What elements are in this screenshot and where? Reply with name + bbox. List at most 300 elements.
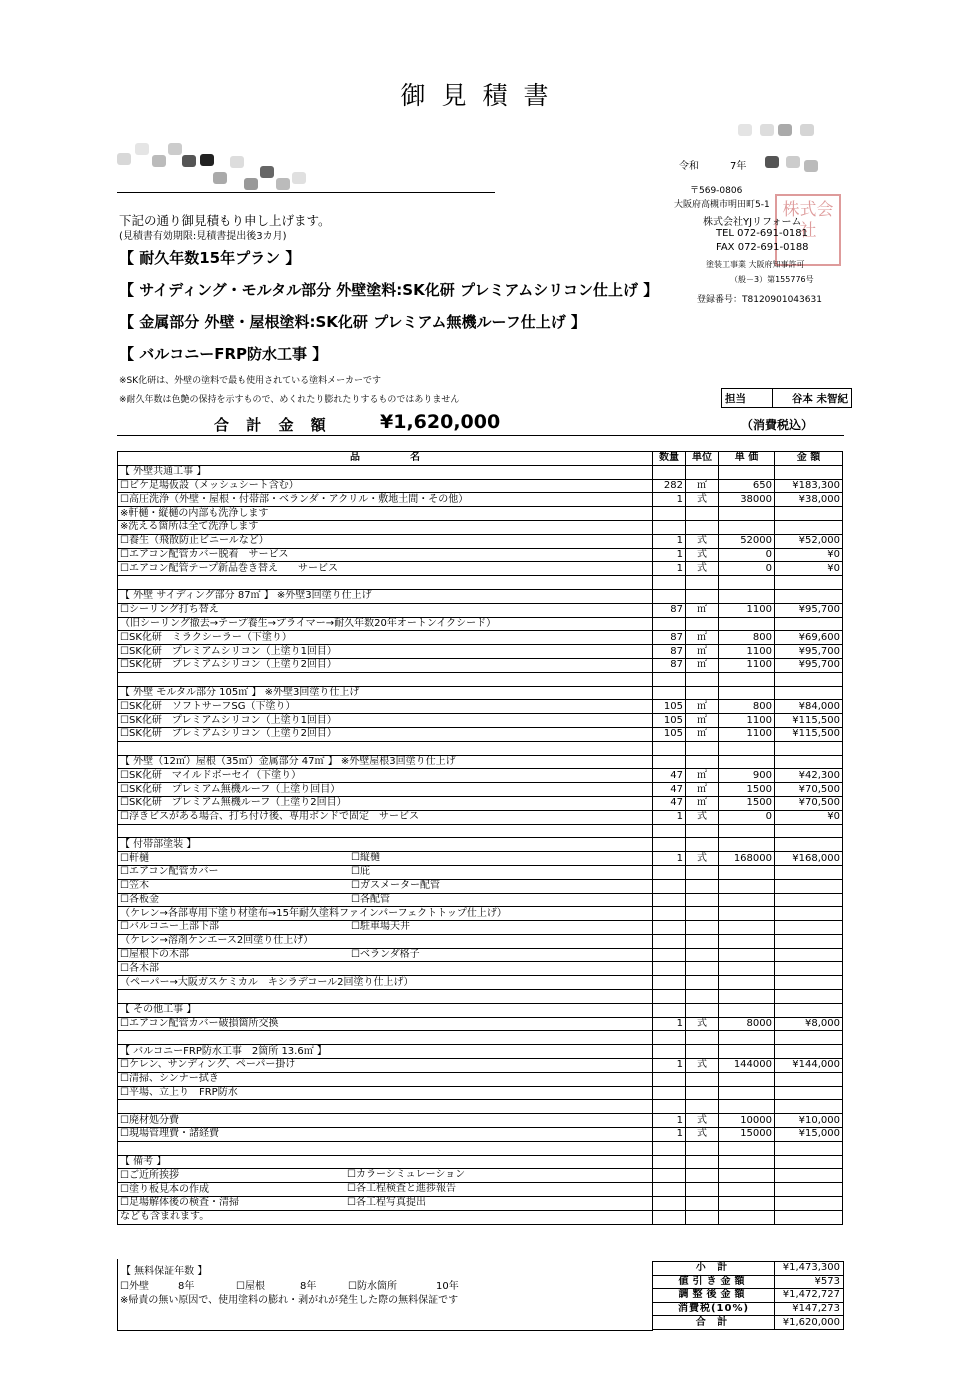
item-qty: 1 <box>653 810 686 824</box>
item-qty: 87 <box>653 645 686 659</box>
subtotal-label: 小 計 <box>653 1262 775 1276</box>
item-name <box>118 714 653 728</box>
item-name-text: （ペーパー→大阪ガスケミカル キシラデコール2回塗り仕上げ） <box>120 976 414 988</box>
item-qty <box>653 1141 686 1155</box>
item-name-text: ☐塗り板見本の作成 <box>120 1183 209 1195</box>
item-unit: ㎡ <box>686 658 719 672</box>
item-amount <box>775 755 843 769</box>
item-price: 1100 <box>719 727 775 741</box>
item-qty <box>653 741 686 755</box>
item-name <box>118 562 653 576</box>
item-name <box>118 1114 653 1128</box>
item-amount <box>775 617 843 631</box>
item-name <box>118 700 653 714</box>
item-name <box>118 990 653 1004</box>
item-amount: ¥144,000 <box>775 1059 843 1073</box>
item-qty: 87 <box>653 658 686 672</box>
item-unit <box>686 838 719 852</box>
header-name: 品 名 <box>118 452 653 466</box>
item-price <box>719 907 775 921</box>
item-price: 144000 <box>719 1059 775 1073</box>
table-row <box>118 493 843 507</box>
item-name-text: ☐SK化研 プレミアムシリコン（上塗り1回目） <box>120 645 337 657</box>
item-price <box>719 520 775 534</box>
item-price <box>719 1155 775 1169</box>
item-name-second: ☐各工程写真提出 <box>347 1197 426 1209</box>
total-label: 合 計 金 額 <box>214 416 332 434</box>
item-unit <box>686 1045 719 1059</box>
item-name <box>118 631 653 645</box>
item-amount: ¥0 <box>775 548 843 562</box>
item-price: 900 <box>719 769 775 783</box>
summary-row <box>653 1302 844 1316</box>
item-unit <box>686 824 719 838</box>
item-qty <box>653 672 686 686</box>
table-row <box>118 934 843 948</box>
item-unit <box>686 879 719 893</box>
item-name-second: ☐庇 <box>351 865 370 877</box>
item-name <box>118 1031 653 1045</box>
company-address: 大阪府高槻市明田町5-1 <box>674 200 770 210</box>
warranty-roof-label: ☐屋根 <box>236 1281 265 1292</box>
table-row <box>118 1059 843 1073</box>
warranty-roof-years: 8年 <box>300 1281 317 1292</box>
item-name-second: ☐各工程検査と進捗報告 <box>347 1183 456 1195</box>
item-name <box>118 479 653 493</box>
item-price: 1500 <box>719 796 775 810</box>
item-amount <box>775 934 843 948</box>
tax-value: ¥147,273 <box>775 1302 844 1316</box>
total-amount: ¥1,620,000 <box>380 411 501 433</box>
registration-number: 登録番号：T8120901043631 <box>697 295 822 305</box>
item-name-text: ☐SK化研 プレミアム無機ルーフ（上塗り回目） <box>120 783 341 795</box>
item-amount <box>775 879 843 893</box>
item-name <box>118 1169 653 1183</box>
table-row <box>118 603 843 617</box>
item-qty <box>653 1210 686 1224</box>
table-row <box>118 700 843 714</box>
item-name-second: ☐縦樋 <box>351 852 380 864</box>
item-unit: 式 <box>686 1114 719 1128</box>
item-name <box>118 727 653 741</box>
item-name-text: 【 その他工事 】 <box>120 1004 197 1016</box>
item-name-text: 【 外壁 サイディング部分 87㎡ 】 ※外壁3回塗り仕上げ <box>120 590 372 602</box>
item-price <box>719 838 775 852</box>
item-name-text: ☐足場解体後の検査・清掃 <box>120 1197 239 1209</box>
company-tel: TEL 072-691-0181 <box>716 228 809 239</box>
item-qty <box>653 921 686 935</box>
estimate-table <box>117 451 843 1225</box>
item-amount <box>775 1141 843 1155</box>
item-amount: ¥69,600 <box>775 631 843 645</box>
item-name <box>118 465 653 479</box>
item-qty <box>653 1155 686 1169</box>
item-price <box>719 893 775 907</box>
item-amount <box>775 1169 843 1183</box>
item-name-text: ☐SK化研 プレミアムシリコン（上塗り2回目） <box>120 659 337 671</box>
item-unit: 式 <box>686 493 719 507</box>
item-name-text: ☐現場管理費・諸経費 <box>120 1128 219 1140</box>
item-amount <box>775 893 843 907</box>
item-name-second: ☐駐車場天井 <box>351 921 410 933</box>
item-price <box>719 921 775 935</box>
item-name-text: ☐高圧洗浄（外壁・屋根・付帯部・ベランダ・アクリル・敷地土間・その他） <box>120 493 469 505</box>
summary-row <box>653 1275 844 1289</box>
warranty-heading: 【 無料保証年数 】 <box>121 1266 208 1277</box>
item-qty <box>653 879 686 893</box>
warranty-note: ※帰責の無い原因で、使用塗料の膨れ・剥がれが発生した際の無料保証です <box>120 1295 459 1306</box>
item-unit: ㎡ <box>686 645 719 659</box>
header-price: 単 価 <box>719 452 775 466</box>
table-row <box>118 769 843 783</box>
item-amount: ¥168,000 <box>775 852 843 866</box>
item-name-text: 【 バルコニーFRP防水工事 2箇所 13.6㎡ 】 <box>120 1045 327 1057</box>
item-name-text: ☐シーリング打ち替え <box>120 604 219 616</box>
warranty-box <box>117 1259 653 1331</box>
item-name-text: ☐ケレン、サンディング、ペーパー掛け <box>120 1059 296 1071</box>
item-name-text: ☐養生（飛散防止ビニールなど） <box>120 535 269 547</box>
table-row <box>118 838 843 852</box>
table-row <box>118 976 843 990</box>
item-name-text: （旧シーリング撤去→テープ養生→プライマー→耐久年数20年オートンイクシード） <box>120 617 497 629</box>
table-row <box>118 727 843 741</box>
item-unit <box>686 921 719 935</box>
metal-heading: 【 金属部分 外壁・屋根塗料:SK化研 プレミアム無機ルーフ仕上げ 】 <box>119 313 586 331</box>
item-amount <box>775 907 843 921</box>
item-qty <box>653 465 686 479</box>
item-price <box>719 1100 775 1114</box>
item-name <box>118 948 653 962</box>
item-price <box>719 589 775 603</box>
table-row <box>118 948 843 962</box>
item-price: 0 <box>719 548 775 562</box>
table-row <box>118 658 843 672</box>
item-name-text: ☐エアコン配管カバー <box>120 866 219 878</box>
item-unit <box>686 1183 719 1197</box>
table-row <box>118 755 843 769</box>
sk-note: ※SK化研は、外壁の塗料で最も使用されている塗料メーカーです <box>119 376 381 386</box>
item-unit <box>686 1086 719 1100</box>
item-price: 38000 <box>719 493 775 507</box>
item-name-text: ☐軒樋 <box>120 852 149 864</box>
item-unit: 式 <box>686 1128 719 1142</box>
item-unit <box>686 907 719 921</box>
item-name <box>118 617 653 631</box>
item-unit: 式 <box>686 534 719 548</box>
company-name: 株式会社YJリフォーム <box>703 217 802 228</box>
table-row <box>118 1183 843 1197</box>
table-row <box>118 1045 843 1059</box>
item-qty <box>653 893 686 907</box>
item-price <box>719 934 775 948</box>
item-qty <box>653 976 686 990</box>
item-qty <box>653 907 686 921</box>
item-name <box>118 576 653 590</box>
discount-label: 値引き金額 <box>653 1275 775 1289</box>
item-amount <box>775 465 843 479</box>
item-unit: 式 <box>686 1017 719 1031</box>
table-row <box>118 921 843 935</box>
item-name <box>118 879 653 893</box>
item-qty: 1 <box>653 1059 686 1073</box>
page-title: 御見積書 <box>400 81 565 110</box>
item-unit <box>686 576 719 590</box>
siding-heading: 【 サイディング・モルタル部分 外壁塗料:SK化研 プレミアムシリコン仕上げ 】 <box>119 281 659 299</box>
item-price: 1100 <box>719 714 775 728</box>
item-name <box>118 534 653 548</box>
item-price <box>719 686 775 700</box>
table-row <box>118 672 843 686</box>
table-row <box>118 714 843 728</box>
item-name <box>118 1072 653 1086</box>
item-qty <box>653 865 686 879</box>
item-amount <box>775 1155 843 1169</box>
table-row <box>118 1128 843 1142</box>
item-price <box>719 990 775 1004</box>
item-name <box>118 520 653 534</box>
item-price <box>719 755 775 769</box>
item-amount: ¥70,500 <box>775 783 843 797</box>
table-row <box>118 479 843 493</box>
item-price <box>719 865 775 879</box>
item-name-text: ☐SK化研 ソフトサーフSG（下塗り） <box>120 700 296 712</box>
staff-name: 谷本 未智紀 <box>773 389 852 408</box>
table-row <box>118 796 843 810</box>
item-name-text: ☐SK化研 マイルドボーセイ（下塗り） <box>120 769 302 781</box>
item-qty <box>653 1086 686 1100</box>
item-price <box>719 948 775 962</box>
item-unit: ㎡ <box>686 796 719 810</box>
item-unit <box>686 934 719 948</box>
item-amount: ¥115,500 <box>775 714 843 728</box>
item-unit <box>686 1100 719 1114</box>
item-name-text: なども含まれます。 <box>120 1211 210 1223</box>
header-amount: 金 額 <box>775 452 843 466</box>
item-name <box>118 921 653 935</box>
item-qty: 105 <box>653 714 686 728</box>
table-row <box>118 1003 843 1017</box>
item-name-second: ☐カラーシミュレーション <box>347 1169 466 1181</box>
item-price <box>719 1197 775 1211</box>
table-row <box>118 465 843 479</box>
item-unit: ㎡ <box>686 783 719 797</box>
item-unit: 式 <box>686 810 719 824</box>
item-name-text: ☐SK化研 プレミアムシリコン（上塗り2回目） <box>120 728 337 740</box>
item-qty: 105 <box>653 700 686 714</box>
tax-note: （消費税込） <box>741 418 814 432</box>
table-row <box>118 1114 843 1128</box>
item-name-text: ☐平場、立上り FRP防水 <box>120 1087 238 1099</box>
item-qty: 1 <box>653 852 686 866</box>
item-amount: ¥183,300 <box>775 479 843 493</box>
table-row <box>118 645 843 659</box>
item-qty <box>653 520 686 534</box>
item-qty: 47 <box>653 769 686 783</box>
item-price <box>719 1045 775 1059</box>
item-name-text: ☐エアコン配管カバー脱着 サービス <box>120 548 289 560</box>
item-unit <box>686 1210 719 1224</box>
item-unit <box>686 976 719 990</box>
table-row <box>118 589 843 603</box>
subtotal-value: ¥1,473,300 <box>775 1262 844 1276</box>
item-unit: ㎡ <box>686 714 719 728</box>
item-price <box>719 741 775 755</box>
item-price <box>719 1003 775 1017</box>
item-unit: ㎡ <box>686 700 719 714</box>
company-license: 塗装工事業 大阪府知事許可 <box>706 260 805 269</box>
item-amount: ¥84,000 <box>775 700 843 714</box>
item-price <box>719 962 775 976</box>
staff-table <box>721 388 852 408</box>
table-row <box>118 631 843 645</box>
item-unit <box>686 990 719 1004</box>
item-unit: ㎡ <box>686 603 719 617</box>
item-qty <box>653 838 686 852</box>
item-qty <box>653 1003 686 1017</box>
table-row <box>118 1141 843 1155</box>
total-underline <box>117 435 844 436</box>
header-qty: 数量 <box>653 452 686 466</box>
item-unit: ㎡ <box>686 769 719 783</box>
item-unit <box>686 1072 719 1086</box>
table-row <box>118 824 843 838</box>
item-name-text: ☐バルコニー上部下部 <box>120 921 219 933</box>
summary-row <box>653 1289 844 1303</box>
item-qty <box>653 507 686 521</box>
item-amount <box>775 1003 843 1017</box>
item-amount <box>775 865 843 879</box>
item-qty <box>653 1197 686 1211</box>
table-row <box>118 1100 843 1114</box>
warranty-waterproof-label: ☐防水箇所 <box>348 1281 397 1292</box>
item-amount: ¥38,000 <box>775 493 843 507</box>
item-name <box>118 741 653 755</box>
item-unit <box>686 465 719 479</box>
item-amount: ¥0 <box>775 562 843 576</box>
item-name <box>118 907 653 921</box>
item-amount: ¥95,700 <box>775 645 843 659</box>
item-qty: 1 <box>653 534 686 548</box>
item-name <box>118 810 653 824</box>
item-amount <box>775 741 843 755</box>
item-qty: 282 <box>653 479 686 493</box>
item-amount: ¥42,300 <box>775 769 843 783</box>
tax-label: 消費税(10%) <box>653 1302 775 1316</box>
item-unit: 式 <box>686 562 719 576</box>
item-unit <box>686 962 719 976</box>
item-name-second: ☐ベランダ格子 <box>351 948 420 960</box>
date-era: 令和 <box>679 161 699 172</box>
item-unit <box>686 589 719 603</box>
item-price <box>719 1169 775 1183</box>
item-price <box>719 1141 775 1155</box>
item-unit <box>686 520 719 534</box>
item-name <box>118 1045 653 1059</box>
item-unit: 式 <box>686 852 719 866</box>
warranty-waterproof-years: 10年 <box>436 1281 459 1292</box>
item-qty: 1 <box>653 493 686 507</box>
adjusted-label: 調整後金額 <box>653 1289 775 1303</box>
item-qty <box>653 1045 686 1059</box>
item-qty: 1 <box>653 1114 686 1128</box>
item-unit <box>686 617 719 631</box>
item-amount: ¥8,000 <box>775 1017 843 1031</box>
item-amount <box>775 507 843 521</box>
item-price: 168000 <box>719 852 775 866</box>
item-qty <box>653 686 686 700</box>
item-name-text: ※軒樋・縦樋の内部も洗浄します <box>120 507 269 519</box>
item-name <box>118 783 653 797</box>
item-name-text: ☐各木部 <box>120 962 159 974</box>
item-unit <box>686 1141 719 1155</box>
item-price <box>719 976 775 990</box>
item-qty <box>653 1169 686 1183</box>
table-row <box>118 520 843 534</box>
item-amount: ¥95,700 <box>775 603 843 617</box>
staff-label: 担当 <box>722 389 773 408</box>
table-row <box>118 810 843 824</box>
validity-note: (見積書有効期限:見積書提出後3カ月) <box>119 231 287 242</box>
item-name <box>118 686 653 700</box>
durability-note: ※耐久年数は色艶の保持を示すもので、めくれたり膨れたりするものではありません <box>119 395 460 405</box>
item-amount <box>775 976 843 990</box>
item-unit <box>686 686 719 700</box>
item-name-text: ※洗える箇所は全て洗浄します <box>120 521 259 533</box>
item-price: 800 <box>719 700 775 714</box>
item-amount <box>775 990 843 1004</box>
item-qty <box>653 1072 686 1086</box>
item-qty: 105 <box>653 727 686 741</box>
item-amount: ¥10,000 <box>775 1114 843 1128</box>
warranty-wall-years: 8年 <box>178 1281 195 1292</box>
item-name-text: 【 付帯部塗装 】 <box>120 838 197 850</box>
item-price: 0 <box>719 562 775 576</box>
item-name <box>118 1183 653 1197</box>
item-amount <box>775 576 843 590</box>
discount-value: ¥573 <box>775 1275 844 1289</box>
item-unit <box>686 1155 719 1169</box>
item-amount: ¥95,700 <box>775 658 843 672</box>
item-amount: ¥115,500 <box>775 727 843 741</box>
item-price: 1100 <box>719 645 775 659</box>
item-name-text: ☐浮きビスがある場合、打ち付け後、専用ボンドで固定 サービス <box>120 811 419 823</box>
table-row <box>118 741 843 755</box>
item-amount: ¥52,000 <box>775 534 843 548</box>
item-name <box>118 1128 653 1142</box>
item-name <box>118 589 653 603</box>
item-name-text: ☐SK化研 プレミアム無機ルーフ（上塗り2回目） <box>120 797 347 809</box>
item-unit <box>686 1003 719 1017</box>
item-price <box>719 1183 775 1197</box>
item-name-text: ☐エアコン配管カバー破損箇所交換 <box>120 1018 279 1030</box>
table-row <box>118 617 843 631</box>
item-name-text: 【 外壁共通工事 】 <box>120 466 207 478</box>
item-qty: 87 <box>653 603 686 617</box>
item-amount <box>775 589 843 603</box>
item-price <box>719 1031 775 1045</box>
item-name <box>118 1197 653 1211</box>
item-qty: 47 <box>653 783 686 797</box>
item-price: 52000 <box>719 534 775 548</box>
table-row <box>118 1197 843 1211</box>
table-row <box>118 990 843 1004</box>
item-unit <box>686 893 719 907</box>
item-name <box>118 865 653 879</box>
item-name-text: 【 外壁 モルタル部分 105㎡ 】 ※外壁3回塗り仕上げ <box>120 686 360 698</box>
item-name-text: ☐笠木 <box>120 880 149 892</box>
item-qty: 1 <box>653 562 686 576</box>
table-row <box>118 576 843 590</box>
